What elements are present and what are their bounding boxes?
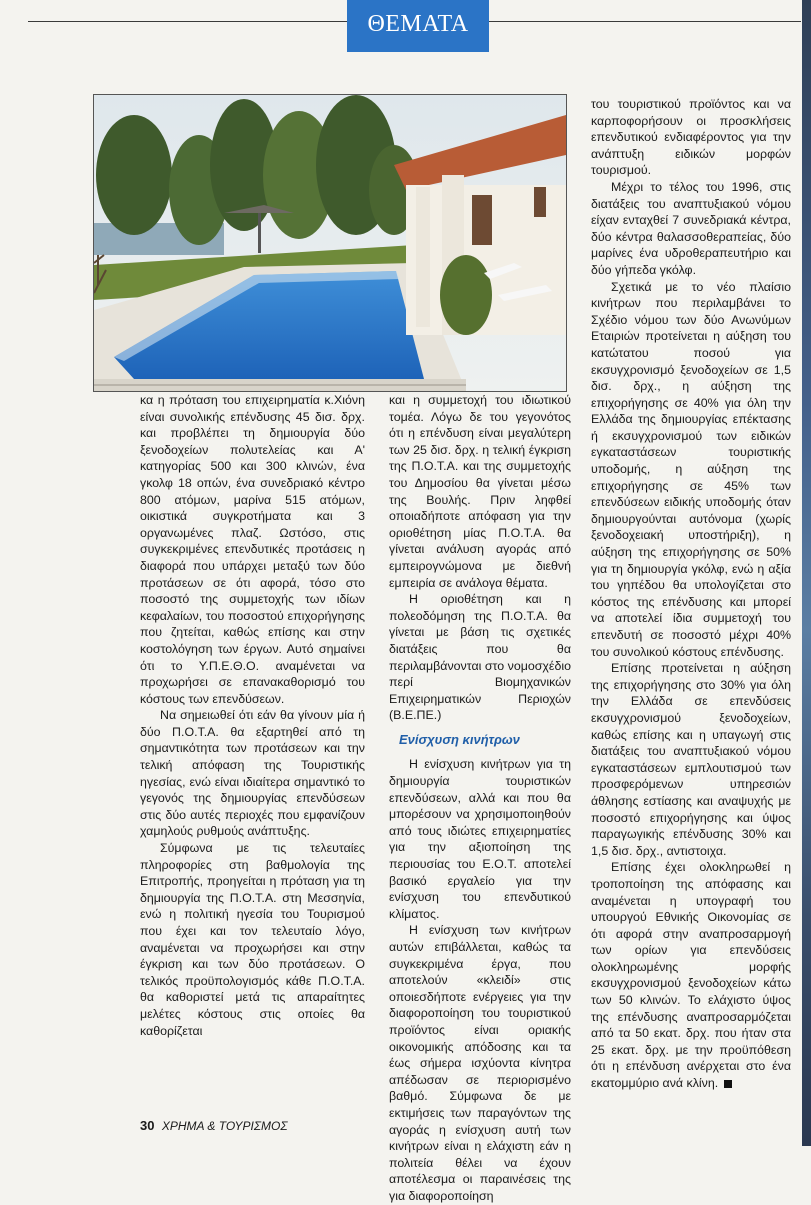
article-column-1 [140, 392, 365, 1039]
paragraph-text: Επίσης έχει ολοκληρωθεί η τροποποίηση της απόφασης και αναμένεται η υπογραφή του υπουργού Εθνικής Οικονομίας σε ότι αφορά στην αναπροσαρμογή των ορίων για επενδύσεις ολοκληρωμένης μορφής εκσυγχρονισμού ξενοδοχείων κάτω των 50 κλινών. Το ελάχιστο ύψος της επένδυσης αναπροσαρμόζεται από τα 50 εκατ. δρχ. που ήταν στα 25 εκατ. δρχ. με την προϋπόθεση ότι η επένδυση ανέρχεται στο ένα εκατομμύριο ανά κλίνη. [591, 860, 791, 1091]
article-column-2 [389, 392, 571, 1205]
pool-scene-image [94, 95, 566, 391]
paragraph: Να σημειωθεί ότι εάν θα γίνουν μία ή δύο Π.Ο.Τ.Α. θα εξαρτηθεί από τη σημαντικότητα των προτάσεων και την τελική απόφαση της Τουριστικής ηγεσίας, ενώ είναι ιδιαίτερα σημαντικό το γεγονός της δημιουργίας επενδύσεων στις δύο αυτές περιοχές που εμφανίζουν χαμηλούς ρυθμούς ανάπτυξης. [140, 708, 365, 839]
header-rule-right [489, 21, 801, 22]
paragraph: Σύμφωνα με τις τελευταίες πληροφορίες στη βαθμολογία της Επιτροπής, προηγείται η πρόταση για τη δημιουργία της Π.Ο.Τ.Α. στη Μεσσηνία, ενώ η πολιτική ηγεσία του Τουρισμού που έχει και τον τελευταίο λόγο, αναμένεται να προχωρήσει και στην έγκριση και των δύο προτάσεων. Ο τελικός προϋπολογισμός κάθε Π.Ο.Τ.Α. θα καθοριστεί μετά τις απαραίτητες μελέτες κόστους στις οποίες θα καθορίζεται [140, 841, 365, 1038]
page-footer [140, 1118, 288, 1133]
article-photo [93, 94, 567, 392]
paragraph: Επίσης προτείνεται η αύξηση της επιχορήγησης στο 30% για όλη την Ελλάδα σε επενδύσεις εκσυγχρονισμού ξενοδοχείων, καθώς επίσης και η υπαγωγή στις διατάξεις του αναπτυξιακού νόμου εγκαταστάσεων εμπλουτισμού των προσφερόμενων υπηρεσιών άθλησης εστίασης και αναψυχής με ποσοστό επιχορήγησης και ύψος παραγωγικής επένδυσης 30% και 1,5 δισ. δρχ., αντιστοιχα. [591, 661, 791, 858]
subheading: Ενίσχυση κινήτρων [399, 731, 520, 747]
paragraph: Μέχρι το τέλος του 1996, στις διατάξεις του αναπτυξιακού νόμου είχαν ενταχθεί 7 συνεδριακά κέντρα, δύο κέντρα θαλασσοθεραπείας, δύο μαρίνες ένα υδροθεραπευτήριο και δύο γήπεδα γκόλφ. [591, 179, 791, 277]
page-number: 30 [140, 1118, 155, 1133]
end-of-article-mark [724, 1080, 732, 1088]
paragraph: και η συμμετοχή του ιδιωτικού τομέα. Λόγω δε του γεγονότος ότι η επένδυση είναι μεγαλύτερη των 25 δισ. δρχ. η τελική έγκριση της Π.Ο.Τ.Α. και της συμμετοχής του Δημοσίου θα γίνεται μέσω της Βουλής. Πριν ληφθεί οποιαδήποτε απόφαση για την οριοθέτηση μίας Π.Ο.Τ.Α. θα γίνεται ανάλυση αγοράς από εμπειρογνώμονα με διεθνή εμπειρία σε ανάλογα θέματα. [389, 393, 571, 590]
paragraph-last [591, 859, 791, 1091]
magazine-name: ΧΡΗΜΑ & ΤΟΥΡΙΣΜΟΣ [161, 1119, 288, 1133]
paragraph: Σχετικά με το νέο πλαίσιο κινήτρων που περιλαμβάνει το Σχέδιο νόμου των δύο Ανωνύμων Εταιριών προτείνεται η αύξηση του κατώτατου ποσού για εκσυγχρονισμό ξενοδοχείων σε 1,5 δισ. δρχ., η αύξηση της επιχορήγησης σε 40% για όλη την Ελλάδα της δημιουργίας επέκτασης ή εκσυγχρονισμού των ειδικών εγκαταστάσεων τουριστικής υποδομής, η αύξηση της επιχορήγησης σε 45% των επενδύσεων ειδικής υποδομής όταν δημιουργούνται αυτόνομα (χωρίς ξενοδοχειακή υποστήριξη), η αύξηση της επιχορήγησης σε 50% για τη δημιουργία γκόλφ, ενώ η αξία του γηπέδου θα υπολογίζεται στο κόστος της επένδυσης και μπορεί να αποτελεί ίδια συμμετοχή του επενδυτή σε ποσοστό μέχρι 40% του συνολικού κόστους επένδυσης. [591, 279, 791, 659]
paragraph: Η οριοθέτηση και η πολεοδόμηση της Π.Ο.Τ.Α. θα γίνεται με βάση τις σχετικές διατάξεις που θα περιλαμβάνονται στο νομοσχέδιο περί Βιομηχανικών Επιχειρηματικών Περιοχών (Β.Ε.ΠΕ.) [389, 592, 571, 723]
page-edge-strip [802, 0, 811, 1146]
paragraph: κα η πρόταση του επιχειρηματία κ.Χιόνη είναι συνολικής επένδυσης 45 δισ. δρχ. και προβλέπει τη δημιουργία δύο ξενοδοχείων πολυτελείας και Α' κατηγορίας 500 και 300 κλινών, ένα γκολφ 18 οπών, ένα συνεδριακό κέντρο 800 ατόμων, μαρίνα 515 ατόμων, οικιστικά συγκροτήματα και 3 οργανωμένες πλαζ. Ωστόσο, στις συγκεκριμένες επενδυτικές προτάσεις η διαφορά που υπάρχει μεταξύ των δύο προτάσεων σε ότι αφορά, τόσο στο ποσοστό της συμμετοχής των ιδίων κεφαλαίων, του ποσοστού επιχορήγησης που ζητείται, καθώς επίσης και στην κοστολόγηση των έργων. Αυτό σημαίνει ότι το Υ.Π.Ε.Θ.Ο. αναμένεται να προχωρήσει σε επανακαθορισμό του κόστους των επενδύσεων. [140, 393, 365, 706]
paragraph: του τουριστικού προϊόντος και να καρποφορήσουν οι προσκλήσεις επενδυτικού ενδιαφέροντος για την ανάπτυξη ειδικών μορφών τουρισμού. [591, 97, 791, 178]
article-column-3 [591, 96, 791, 1092]
section-tab: ΘΕΜΑΤΑ [347, 0, 489, 52]
header-rule-left [28, 21, 347, 22]
paragraph: Η ενίσχυση των κινήτρων αυτών επιβάλλεται, καθώς τα συγκεκριμένα έργα, που αποτελούν «κλειδί» στις οποιεσδήποτε ενέργειες για την διαφοροποίηση του τουριστικού προϊόντος είναι οριακής οικονομικής απόδοσης και τα έως σήμερα ισχύοντα κίνητρα απέδωσαν σε περιορισμένο βαθμό. Σύμφωνα δε με εκτιμήσεις των παραγόντων της αγοράς η ενίσχυση αυτή των κινήτρων είναι η ελάχιστη εάν η πολιτεία θέλει να έχουν αποτέλεσμα οι παραινέσεις της για διαφοροποίηση [389, 923, 571, 1203]
paragraph: Η ενίσχυση κινήτρων για τη δημιουργία τουριστικών επενδύσεων, αλλά και που θα μπορέσουν να χρησιμοποιηθούν από τους ιδιώτες επιχειρηματίες για την αξιοποίηση της περιουσίας του Ε.Ο.Τ. αποτελεί βασικό εργαλείο για την ενίσχυση του επενδυτικού κλίματος. [389, 757, 571, 921]
